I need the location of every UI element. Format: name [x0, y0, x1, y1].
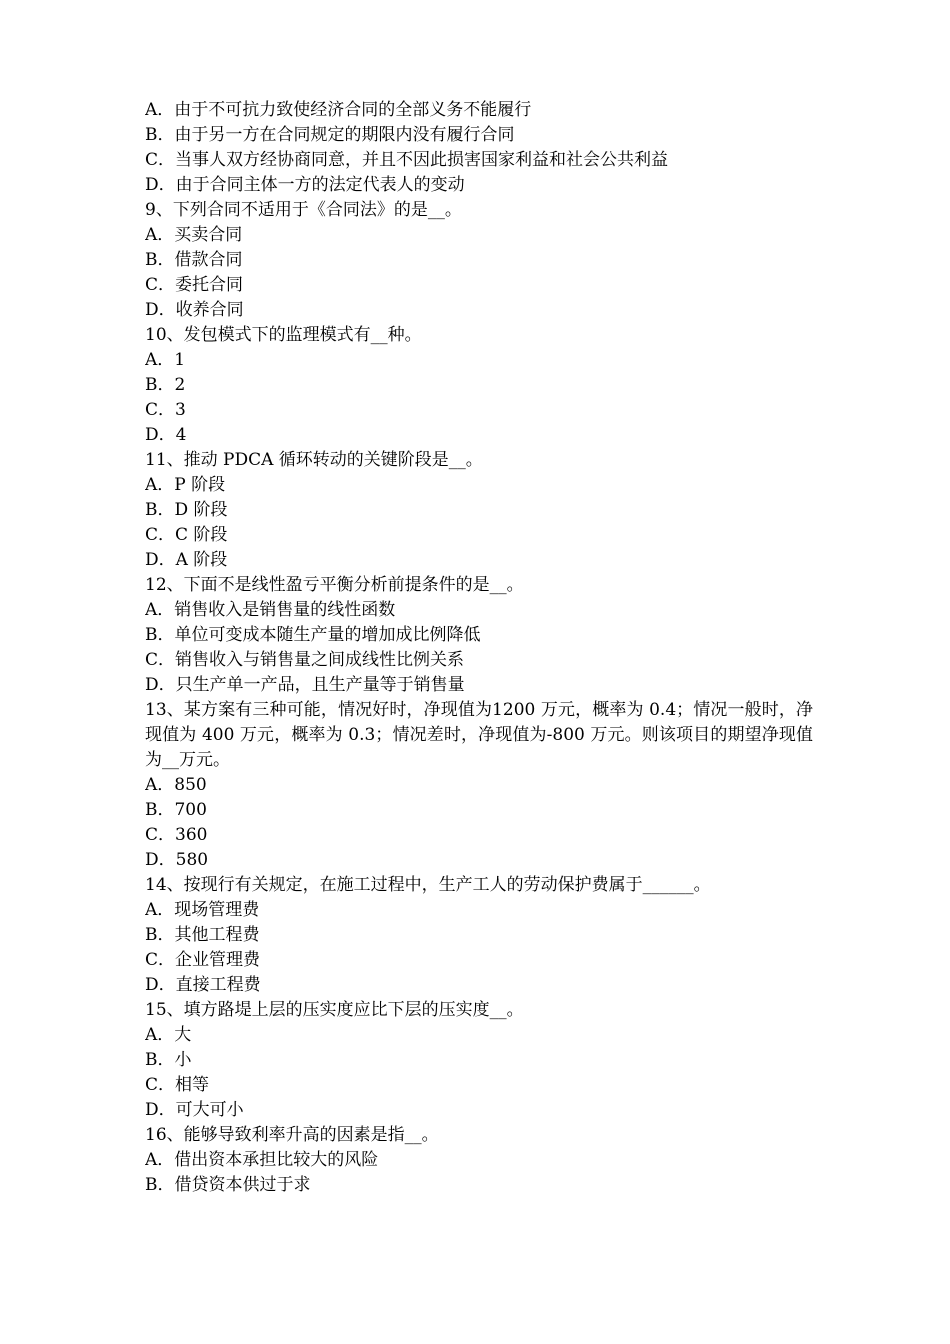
option-line: C．销售收入与销售量之间成线性比例关系: [145, 650, 465, 670]
document-page: [145, 98, 813, 1198]
question-stem: 16、能够导致利率升高的因素是指__。: [145, 1125, 439, 1145]
option-line: D．收养合同: [145, 300, 244, 320]
option-line: C．委托合同: [145, 275, 244, 295]
option-line: B．借贷资本供过于求: [145, 1175, 311, 1195]
option-line: A．由于不可抗力致使经济合同的全部义务不能履行: [145, 100, 532, 120]
option-line: A．现场管理费: [145, 900, 260, 920]
option-line: C．企业管理费: [145, 950, 261, 970]
option-line: B．小: [145, 1050, 192, 1070]
option-line: D．580: [145, 850, 209, 870]
option-line: D．可大可小: [145, 1100, 244, 1120]
question-stem: 14、按现行有关规定，在施工过程中，生产工人的劳动保护费属于______。: [145, 875, 711, 895]
option-line: A．借出资本承担比较大的风险: [145, 1150, 379, 1170]
option-line: D．只生产单一产品，且生产量等于销售量: [145, 675, 465, 695]
question-stem: 11、推动 PDCA 循环转动的关键阶段是__。: [145, 450, 483, 470]
option-line: C．C 阶段: [145, 525, 228, 545]
option-line: D．A 阶段: [145, 550, 228, 570]
option-line: C．3: [145, 400, 186, 420]
option-line: B．由于另一方在合同规定的期限内没有履行合同: [145, 125, 515, 145]
option-line: C．360: [145, 825, 208, 845]
option-line: A．P 阶段: [145, 475, 226, 495]
option-line: D．4: [145, 425, 187, 445]
question-stem: 9、下列合同不适用于《合同法》的是__。: [145, 200, 462, 220]
option-line: D．由于合同主体一方的法定代表人的变动: [145, 175, 465, 195]
question-stem: 10、发包模式下的监理模式有__种。: [145, 325, 422, 345]
option-line: A．850: [145, 775, 207, 795]
option-line: B．700: [145, 800, 207, 820]
question-stem: 12、下面不是线性盈亏平衡分析前提条件的是__。: [145, 575, 524, 595]
question-stem: 15、填方路堤上层的压实度应比下层的压实度__。: [145, 1000, 524, 1020]
option-line: B．借款合同: [145, 250, 243, 270]
question-stem-13: 13、某方案有三种可能，情况好时，净现值为1200 万元，概率为 0.4；情况一般时，净现值为 400 万元，概率为 0.3；情况差时，净现值为-800 万元。则该项目的期望净现值为__万元。: [145, 700, 813, 770]
option-line: C．当事人双方经协商同意，并且不因此损害国家利益和社会公共利益: [145, 150, 669, 170]
option-line: B．单位可变成本随生产量的增加成比例降低: [145, 625, 481, 645]
option-line: D．直接工程费: [145, 975, 261, 995]
option-line: A．销售收入是销售量的线性函数: [145, 600, 396, 620]
option-line: A．大: [145, 1025, 192, 1045]
option-line: B．其他工程费: [145, 925, 260, 945]
option-line: A．买卖合同: [145, 225, 243, 245]
option-line: A．1: [145, 350, 186, 370]
option-line: B．2: [145, 375, 186, 395]
option-line: C．相等: [145, 1075, 210, 1095]
option-line: B．D 阶段: [145, 500, 228, 520]
